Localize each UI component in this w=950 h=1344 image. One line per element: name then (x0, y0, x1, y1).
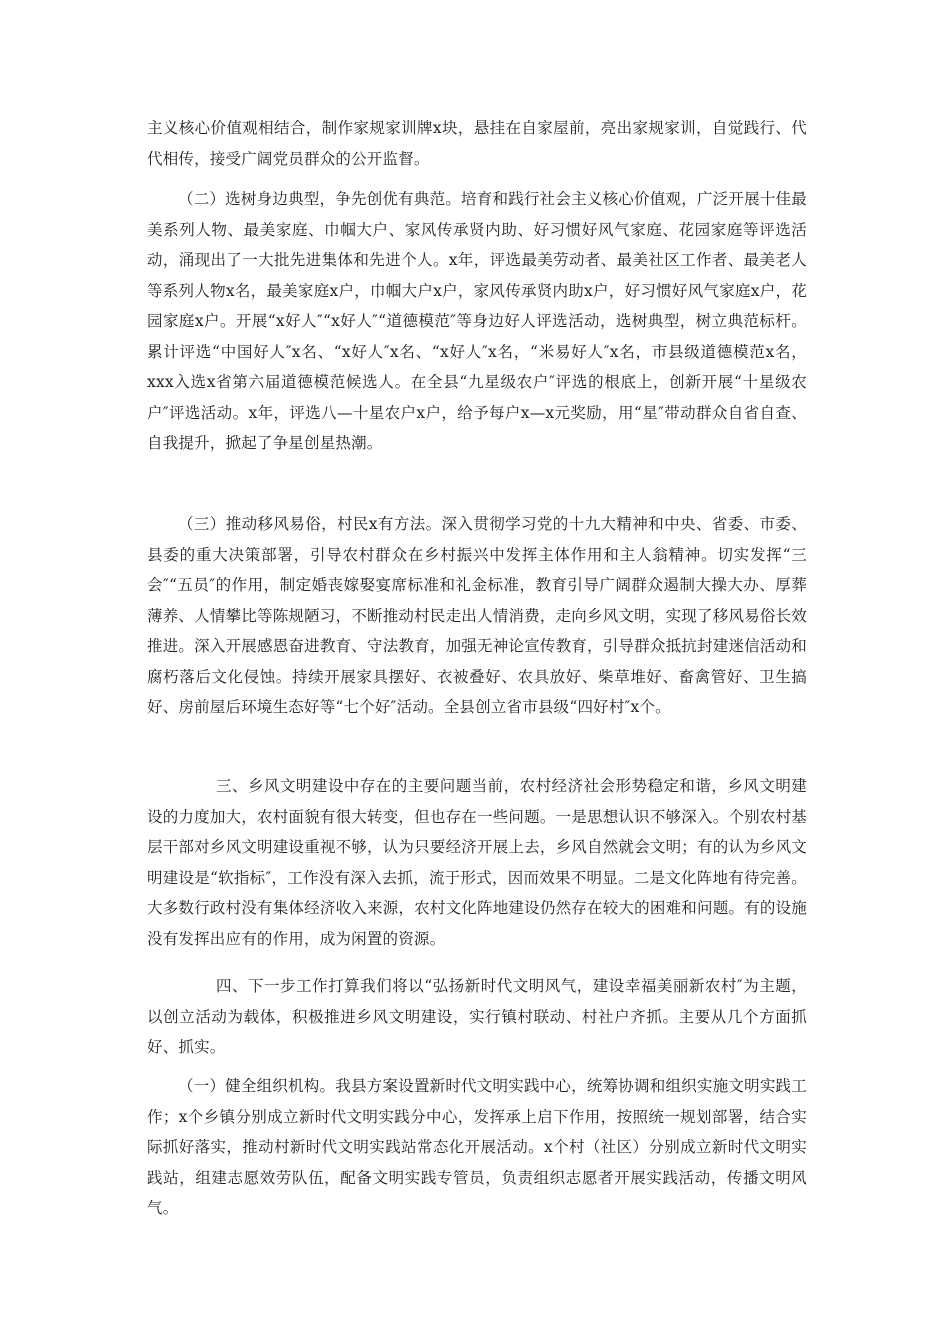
paragraph-existing-problems: 三、乡风文明建设中存在的主要问题当前，农村经济社会形势稳定和谐，乡风文明建设的力度加大，农村面貌有很大转变，但也存在一些问题。一是思想认识不够深入。个别农村基层干部对乡风文明建设重视不够，认为只要经济开展上去，乡风自然就会文明；有的认为乡风文明建设是“软指标″，工作没有深入去抓，流于形式，因而效果不明显。二是文化阵地有待完善。大多数行政村没有集体经济收入来源，农村文化阵地建设仍然存在较大的困难和问题。有的设施没有发挥出应有的作用，成为闲置的资源。 (147, 777, 807, 948)
paragraph-role-models: （二）选树身边典型，争先创优有典范。培育和践行社会主义核心价值观，广泛开展十佳最美系列人物、最美家庭、巾帼大户、家风传承贤内助、好习惯好风气家庭、花园家庭等评选活动，涌现出了一大批先进集体和先进个人。x年，评选最美劳动者、最美社区工作者、最美老人等系列人物x名，最美家庭x户，巾帼大户x户，家风传承贤内助x户，好习惯好风气家庭x户，花园家庭x户。开展“x好人″“x好人″“道德模范″等身边好人评选活动，选树典型，树立典范标杆。累计评选“中国好人″x名、“x好人″x名、“x好人″x名，“米易好人″x名，市县级道德模范x名，xxx入选x省第六届道德模范候选人。在全县“九星级农户″评选的根底上，创新开展“十星级农户″评选活动。x年，评选八—十星农户x户，给予每户x—x元奖励，用“星″带动群众自省自查、自我提升，掀起了争星创星热潮。 (147, 190, 807, 452)
paragraph-organization: （一）健全组织机构。我县方案设置新时代文明实践中心，统筹协调和组织实施文明实践工作；x个乡镇分别成立新时代文明实践分中心，发挥承上启下作用，按照统一规划部署，结合实际抓好落实，推动村新时代文明实践站常态化开展活动。x个村（社区）分别成立新时代文明实践站，组建志愿效劳队伍，配备文明实践专管员，负责组织志愿者开展实践活动，传播文明风气。 (147, 1077, 807, 1217)
paragraph-next-steps: 四、下一步工作打算我们将以“弘扬新时代文明风气，建设幸福美丽新农村″为主题，以创立活动为载体，积极推进乡风文明建设，实行镇村联动、村社户齐抓。主要从几个方面抓好、抓实。 (147, 977, 807, 1056)
paragraph-family-rules: 主义核心价值观相结合，制作家规家训牌x块，悬挂在自家屋前，亮出家规家训，自觉践行、代代相传，接受广阔党员群众的公开监督。 (147, 119, 807, 168)
paragraph-customs-reform: （三）推动移风易俗，村民x有方法。深入贯彻学习党的十九大精神和中央、省委、市委、县委的重大决策部署，引导农村群众在乡村振兴中发挥主体作用和主人翁精神。切实发挥“三会″“五员″的作用，制定婚丧嫁娶宴席标准和礼金标准，教育引导广阔群众遏制大操大办、厚葬薄养、人情攀比等陈规陋习，不断推动村民走出人情消费，走向乡风文明，实现了移风易俗长效推进。深入开展感恩奋进教育、守法教育，加强无神论宣传教育，引导群众抵抗封建迷信活动和腐朽落后文化侵蚀。持续开展家具摆好、衣被叠好、农具放好、柴草堆好、畜禽管好、卫生搞好、房前屋后环境生态好等“七个好″活动。全县创立省市县级“四好村″x个。 (147, 515, 807, 716)
